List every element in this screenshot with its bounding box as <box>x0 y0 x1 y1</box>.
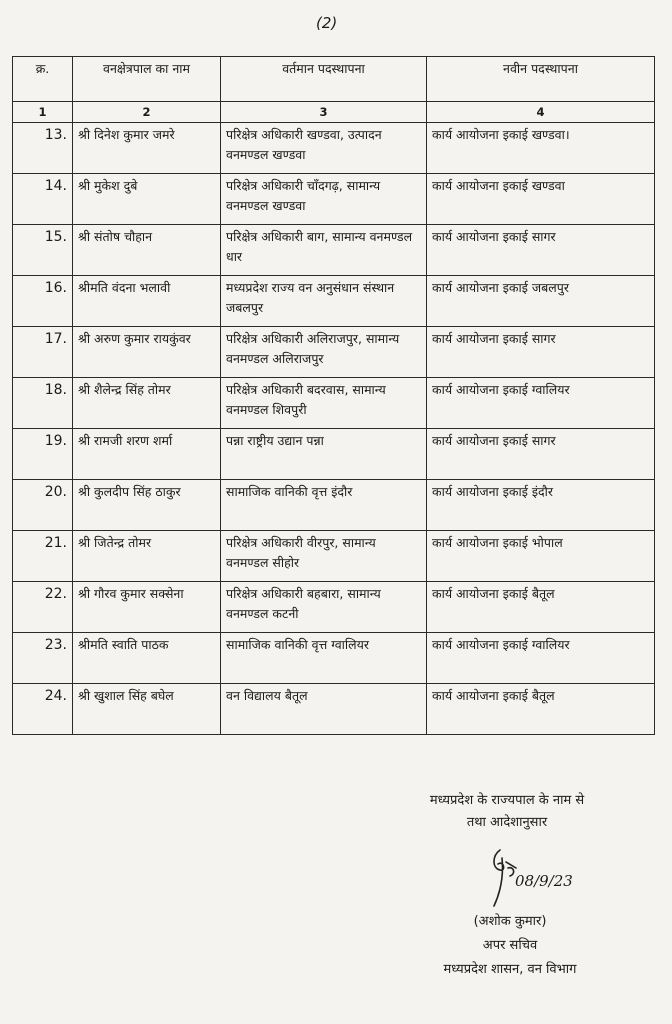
posting-table <box>12 56 655 735</box>
authority-line-2: तथा आदेशानुसार <box>466 815 548 830</box>
row-name: श्रीमति स्वाति पाठक <box>73 633 221 684</box>
row-name: श्री कुलदीप सिंह ठाकुर <box>73 480 221 531</box>
row-serial: 13. <box>13 123 73 174</box>
row-new-posting: कार्य आयोजना इकाई जबलपुर <box>427 276 655 327</box>
row-new-posting: कार्य आयोजना इकाई खण्डवा <box>427 174 655 225</box>
row-new-posting: कार्य आयोजना इकाई सागर <box>427 225 655 276</box>
row-serial: 17. <box>13 327 73 378</box>
column-number: 4 <box>427 102 655 123</box>
row-new-posting: कार्य आयोजना इकाई बैतूल <box>427 684 655 735</box>
column-number: 3 <box>221 102 427 123</box>
header-name: वनक्षेत्रपाल का नाम <box>73 57 221 102</box>
table-row <box>13 633 655 684</box>
row-serial: 14. <box>13 174 73 225</box>
row-serial: 22. <box>13 582 73 633</box>
officer-block <box>380 910 640 982</box>
authority-statement <box>372 790 642 834</box>
row-serial: 15. <box>13 225 73 276</box>
row-new-posting: कार्य आयोजना इकाई खण्डवा। <box>427 123 655 174</box>
row-current-posting: सामाजिक वानिकी वृत्त इंदौर <box>221 480 427 531</box>
row-current-posting: परिक्षेत्र अधिकारी बदरवास, सामान्य वनमण्डल शिवपुरी <box>221 378 427 429</box>
header-current-posting: वर्तमान पदस्थापना <box>221 57 427 102</box>
row-current-posting: पन्ना राष्ट्रीय उद्यान पन्ना <box>221 429 427 480</box>
table-row <box>13 225 655 276</box>
row-current-posting: परिक्षेत्र अधिकारी खण्डवा, उत्पादन वनमण्डल खण्डवा <box>221 123 427 174</box>
column-number: 1 <box>13 102 73 123</box>
table-row <box>13 276 655 327</box>
row-name: श्री संतोष चौहान <box>73 225 221 276</box>
row-current-posting: परिक्षेत्र अधिकारी बहबारा, सामान्य वनमण्डल कटनी <box>221 582 427 633</box>
row-name: श्रीमति वंदना भलावी <box>73 276 221 327</box>
signature-date: 08/9/23 <box>515 872 573 890</box>
table-row <box>13 429 655 480</box>
table-row <box>13 480 655 531</box>
row-current-posting: सामाजिक वानिकी वृत्त ग्वालियर <box>221 633 427 684</box>
row-current-posting: परिक्षेत्र अधिकारी अलिराजपुर, सामान्य वनमण्डल अलिराजपुर <box>221 327 427 378</box>
row-name: श्री गौरव कुमार सक्सेना <box>73 582 221 633</box>
row-new-posting: कार्य आयोजना इकाई बैतूल <box>427 582 655 633</box>
row-name: श्री रामजी शरण शर्मा <box>73 429 221 480</box>
row-serial: 16. <box>13 276 73 327</box>
row-serial: 20. <box>13 480 73 531</box>
row-new-posting: कार्य आयोजना इकाई सागर <box>427 429 655 480</box>
row-new-posting: कार्य आयोजना इकाई भोपाल <box>427 531 655 582</box>
row-current-posting: परिक्षेत्र अधिकारी चाँदगढ़, सामान्य वनमण्डल खण्डवा <box>221 174 427 225</box>
table-row <box>13 531 655 582</box>
row-current-posting: मध्यप्रदेश राज्य वन अनुसंधान संस्थान जबलपुर <box>221 276 427 327</box>
row-serial: 23. <box>13 633 73 684</box>
row-current-posting: परिक्षेत्र अधिकारी बाग, सामान्य वनमण्डल धार <box>221 225 427 276</box>
page-number: (2) <box>316 14 338 32</box>
row-name: श्री मुकेश दुबे <box>73 174 221 225</box>
row-current-posting: वन विद्यालय बैतूल <box>221 684 427 735</box>
row-name: श्री जितेन्द्र तोमर <box>73 531 221 582</box>
authority-line-1: मध्यप्रदेश के राज्यपाल के नाम से <box>429 793 585 808</box>
row-serial: 19. <box>13 429 73 480</box>
table-row <box>13 174 655 225</box>
table-row <box>13 684 655 735</box>
row-new-posting: कार्य आयोजना इकाई सागर <box>427 327 655 378</box>
header-serial: क्र. <box>13 57 73 102</box>
row-name: श्री अरुण कुमार रायकुंवर <box>73 327 221 378</box>
table-row <box>13 582 655 633</box>
table-row <box>13 327 655 378</box>
column-number: 2 <box>73 102 221 123</box>
row-name: श्री खुशाल सिंह बघेल <box>73 684 221 735</box>
table-row <box>13 378 655 429</box>
officer-designation: अपर सचिव <box>482 938 538 953</box>
row-name: श्री दिनेश कुमार जमरे <box>73 123 221 174</box>
row-serial: 21. <box>13 531 73 582</box>
header-new-posting: नवीन पदस्थापना <box>427 57 655 102</box>
row-name: श्री शैलेन्द्र सिंह तोमर <box>73 378 221 429</box>
row-current-posting: परिक्षेत्र अधिकारी वीरपुर, सामान्य वनमण्डल सीहोर <box>221 531 427 582</box>
row-new-posting: कार्य आयोजना इकाई ग्वालियर <box>427 633 655 684</box>
table-header-row <box>13 57 655 102</box>
row-serial: 18. <box>13 378 73 429</box>
officer-name: (अशोक कुमार) <box>473 914 547 929</box>
officer-department: मध्यप्रदेश शासन, वन विभाग <box>443 962 577 977</box>
column-number-row <box>13 102 655 123</box>
row-new-posting: कार्य आयोजना इकाई ग्वालियर <box>427 378 655 429</box>
row-serial: 24. <box>13 684 73 735</box>
row-new-posting: कार्य आयोजना इकाई इंदौर <box>427 480 655 531</box>
table-row <box>13 123 655 174</box>
